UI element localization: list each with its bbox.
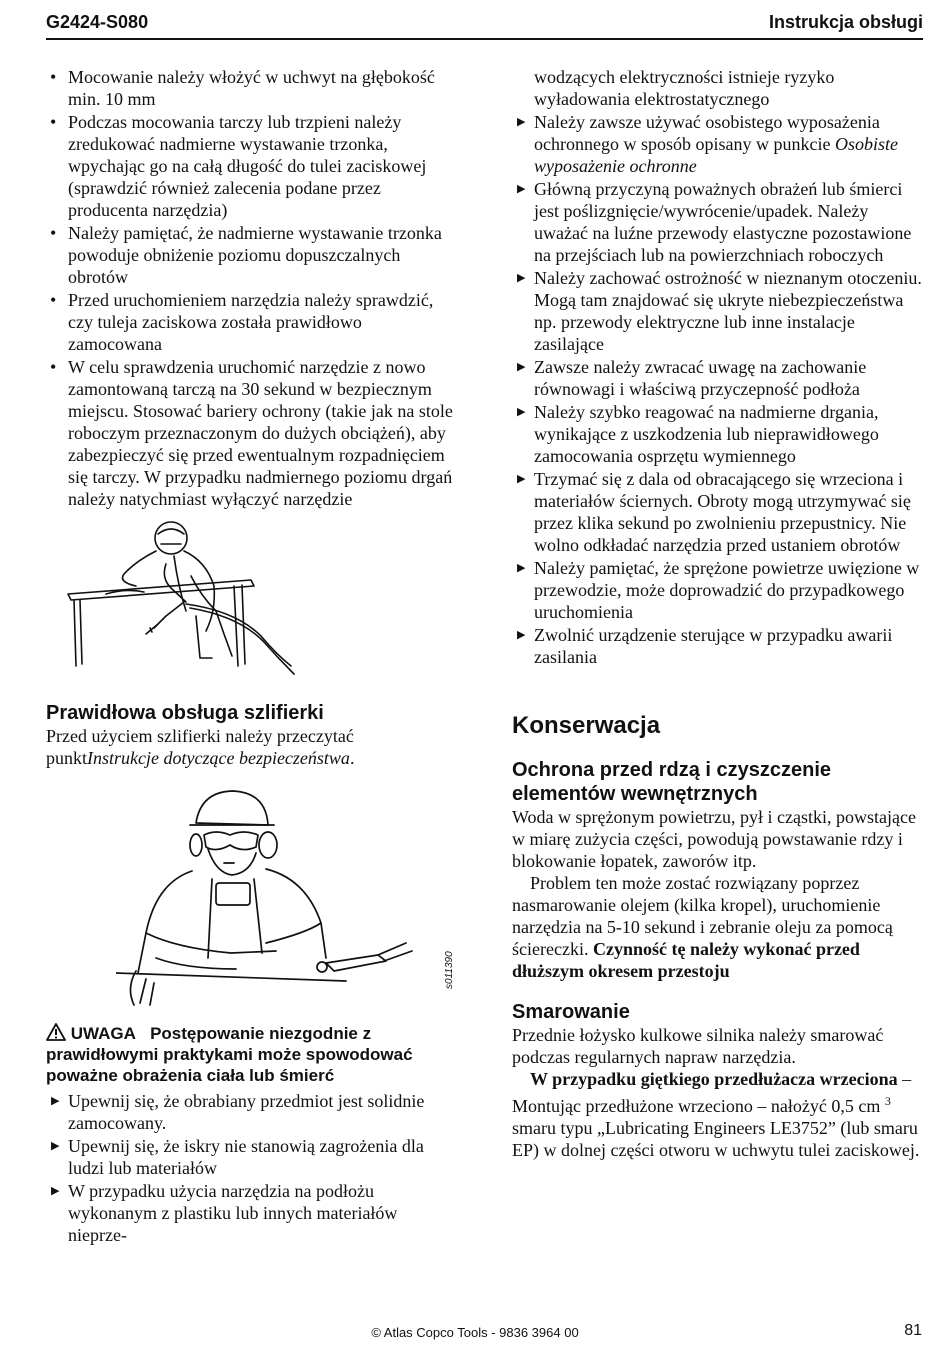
list-item: ▶ Upewnij się, że obrabiany przedmiot jest solidnie zamocowany. [51,1091,425,1133]
list-item: ▶ Należy pamiętać, że sprężone powietrze uwięzione w przewodzie, może doprowadzić do przypadkowego uruchomienia [517,558,920,622]
chapter-heading: Konserwacja [512,712,661,739]
list-item: • Przed uruchomieniem narzędzia należy sprawdzić, czy tuleja zaciskowa została prawidłowo zamocowana [50,290,434,354]
list-item: ▶ Należy zachować ostrożność w nieznanym otoczeniu. Mogą tam znajdować się ukryte niebezpieczeństwa np. przewody elektryczne lub inne instalacje zasilające [517,268,922,354]
list-item: ▶ Trzymać się z dala od obracającego się wrzeciona i materiałów ściernych. Obroty mogą utrzymywać się przez klika sekund po zwolnieniu przepustnicy. Nie wolno odkładać narzędzia przed ustaniem obrotów [517,469,911,555]
list-item: • W celu sprawdzenia uruchomić narzędzie z nowo zamontowaną tarczą na 30 sekund w bezpiecznym miejscu. Stosować bariery ochrony (takie jak na stole roboczym przeznaczonym do dużych obciążeń), aby zabezpieczyć się przed ewentualnym rozpadnięciem się tarczy. W przypadku nadmiernego poziomu drgań należy natychmiast wyłączyć narzędzie [50,357,453,509]
right-column [512,66,924,1161]
list-item: ▶ Zawsze należy zwracać uwagę na zachowanie równowagi i właściwą przyczepność podłoża [517,357,867,399]
section-intro: Przed użyciem szlifierki należy przeczytać punktInstrukcje dotyczące bezpieczeństwa. [46,726,355,768]
page-number: 81 [904,1322,922,1339]
list-item: • Podczas mocowania tarczy lub trzpieni należy zredukować nadmierne wystawanie trzonka, wpychając go na całą długość do tulei zaciskowej (sprawdzić również zalecenia podane przez producenta narzędzia) [50,112,427,220]
list-item: ▶ Należy zawsze używać osobistego wyposażenia ochronnego w sposób opisany w punkcie Osobiste wyposażenie ochronne [517,112,898,176]
warning-text: Postępowanie niezgodnie z prawidłowymi praktykami może spowodować poważne obrażenia ciała lub śmierć [46,1024,413,1085]
left-column [46,66,458,1247]
paragraph: W przypadku giętkiego przedłużacza wrzeciona – Montując przedłużone wrzeciono – nałożyć 0,5 cm $^3$ smaru typu „Lubricating Engineers LE3752” (lub smaru EP) w dolnej części otworu w uchwytu tulei zaciskowej. [512,1069,920,1160]
section-heading: Smarowanie [512,1001,630,1023]
document-code: G2424-S080 [46,12,149,32]
worker-at-table-illustration [66,516,296,681]
list-item: • Mocowanie należy włożyć w uchwyt na głębokość min. 10 mm [50,67,435,109]
list-item: ▶ Upewnij się, że iskry nie stanowią zagrożenia dla ludzi lub materiałów [51,1136,424,1178]
warning-block [46,1023,458,1086]
list-item-continuation: wodzących elektryczności istnieje ryzyko wyładowania elektrostatycznego [534,67,835,109]
mounting-bullet-list [46,66,458,510]
section-heading: Ochrona przed rdzą i czyszczenie elementów wewnętrznych [512,759,831,805]
warning-list [46,1090,458,1246]
figure-code: s011390 [444,951,455,989]
warning-label: UWAGA [70,1024,136,1043]
paragraph: Woda w sprężonym powietrzu, pył i cząstki, powstające w miarę zużycia części, powodują powstawanie rdzy i blokowanie łopatek, zaworów itp. [512,807,916,871]
worker-with-grinder-illustration [116,783,416,1013]
document-title: Instrukcja obsługi [768,12,923,32]
list-item: ▶ Zwolnić urządzenie sterujące w przypadku awarii zasilania [517,625,893,667]
warning-triangle-icon [46,1023,66,1041]
paragraph: Przednie łożysko kulkowe silnika należy smarować podczas regularnych napraw narzędzia. [512,1025,884,1067]
list-item: ▶ Należy szybko reagować na nadmierne drgania, wynikające z uszkodzenia lub nieprawidłowego zamocowania osprzętu wymiennego [517,402,879,466]
list-item: • Należy pamiętać, że nadmierne wystawanie trzonka powoduje obniżenie poziomu dopuszczalnych obrotów [50,223,442,287]
section-heading: Prawidłowa obsługa szlifierki [46,702,324,724]
figure [46,769,458,1009]
list-item: ▶ W przypadku użycia narzędzia na podłożu wykonanym z plastiku lub innych materiałów nieprze- [51,1181,398,1245]
page-header [46,12,923,40]
safety-list [512,66,924,668]
paragraph: Problem ten może zostać rozwiązany poprzez nasmarowanie olejem (kilka kropel), uruchomienie narzędzia na 5-10 sekund i zebranie oleju za pomocą ściereczki. Czynność tę należy wykonać przed dłuższym okresem przestoju [512,873,893,981]
footer-copyright: © Atlas Copco Tools - 9836 3964 00 [371,1325,579,1340]
list-item: ▶ Główną przyczyną poważnych obrażeń lub śmierci jest poślizgnięcie/wywrócenie/upadek. Należy uważać na luźne przewody elastyczne pozostawione na przejściach lub na powierzchniach roboczych [517,179,912,265]
